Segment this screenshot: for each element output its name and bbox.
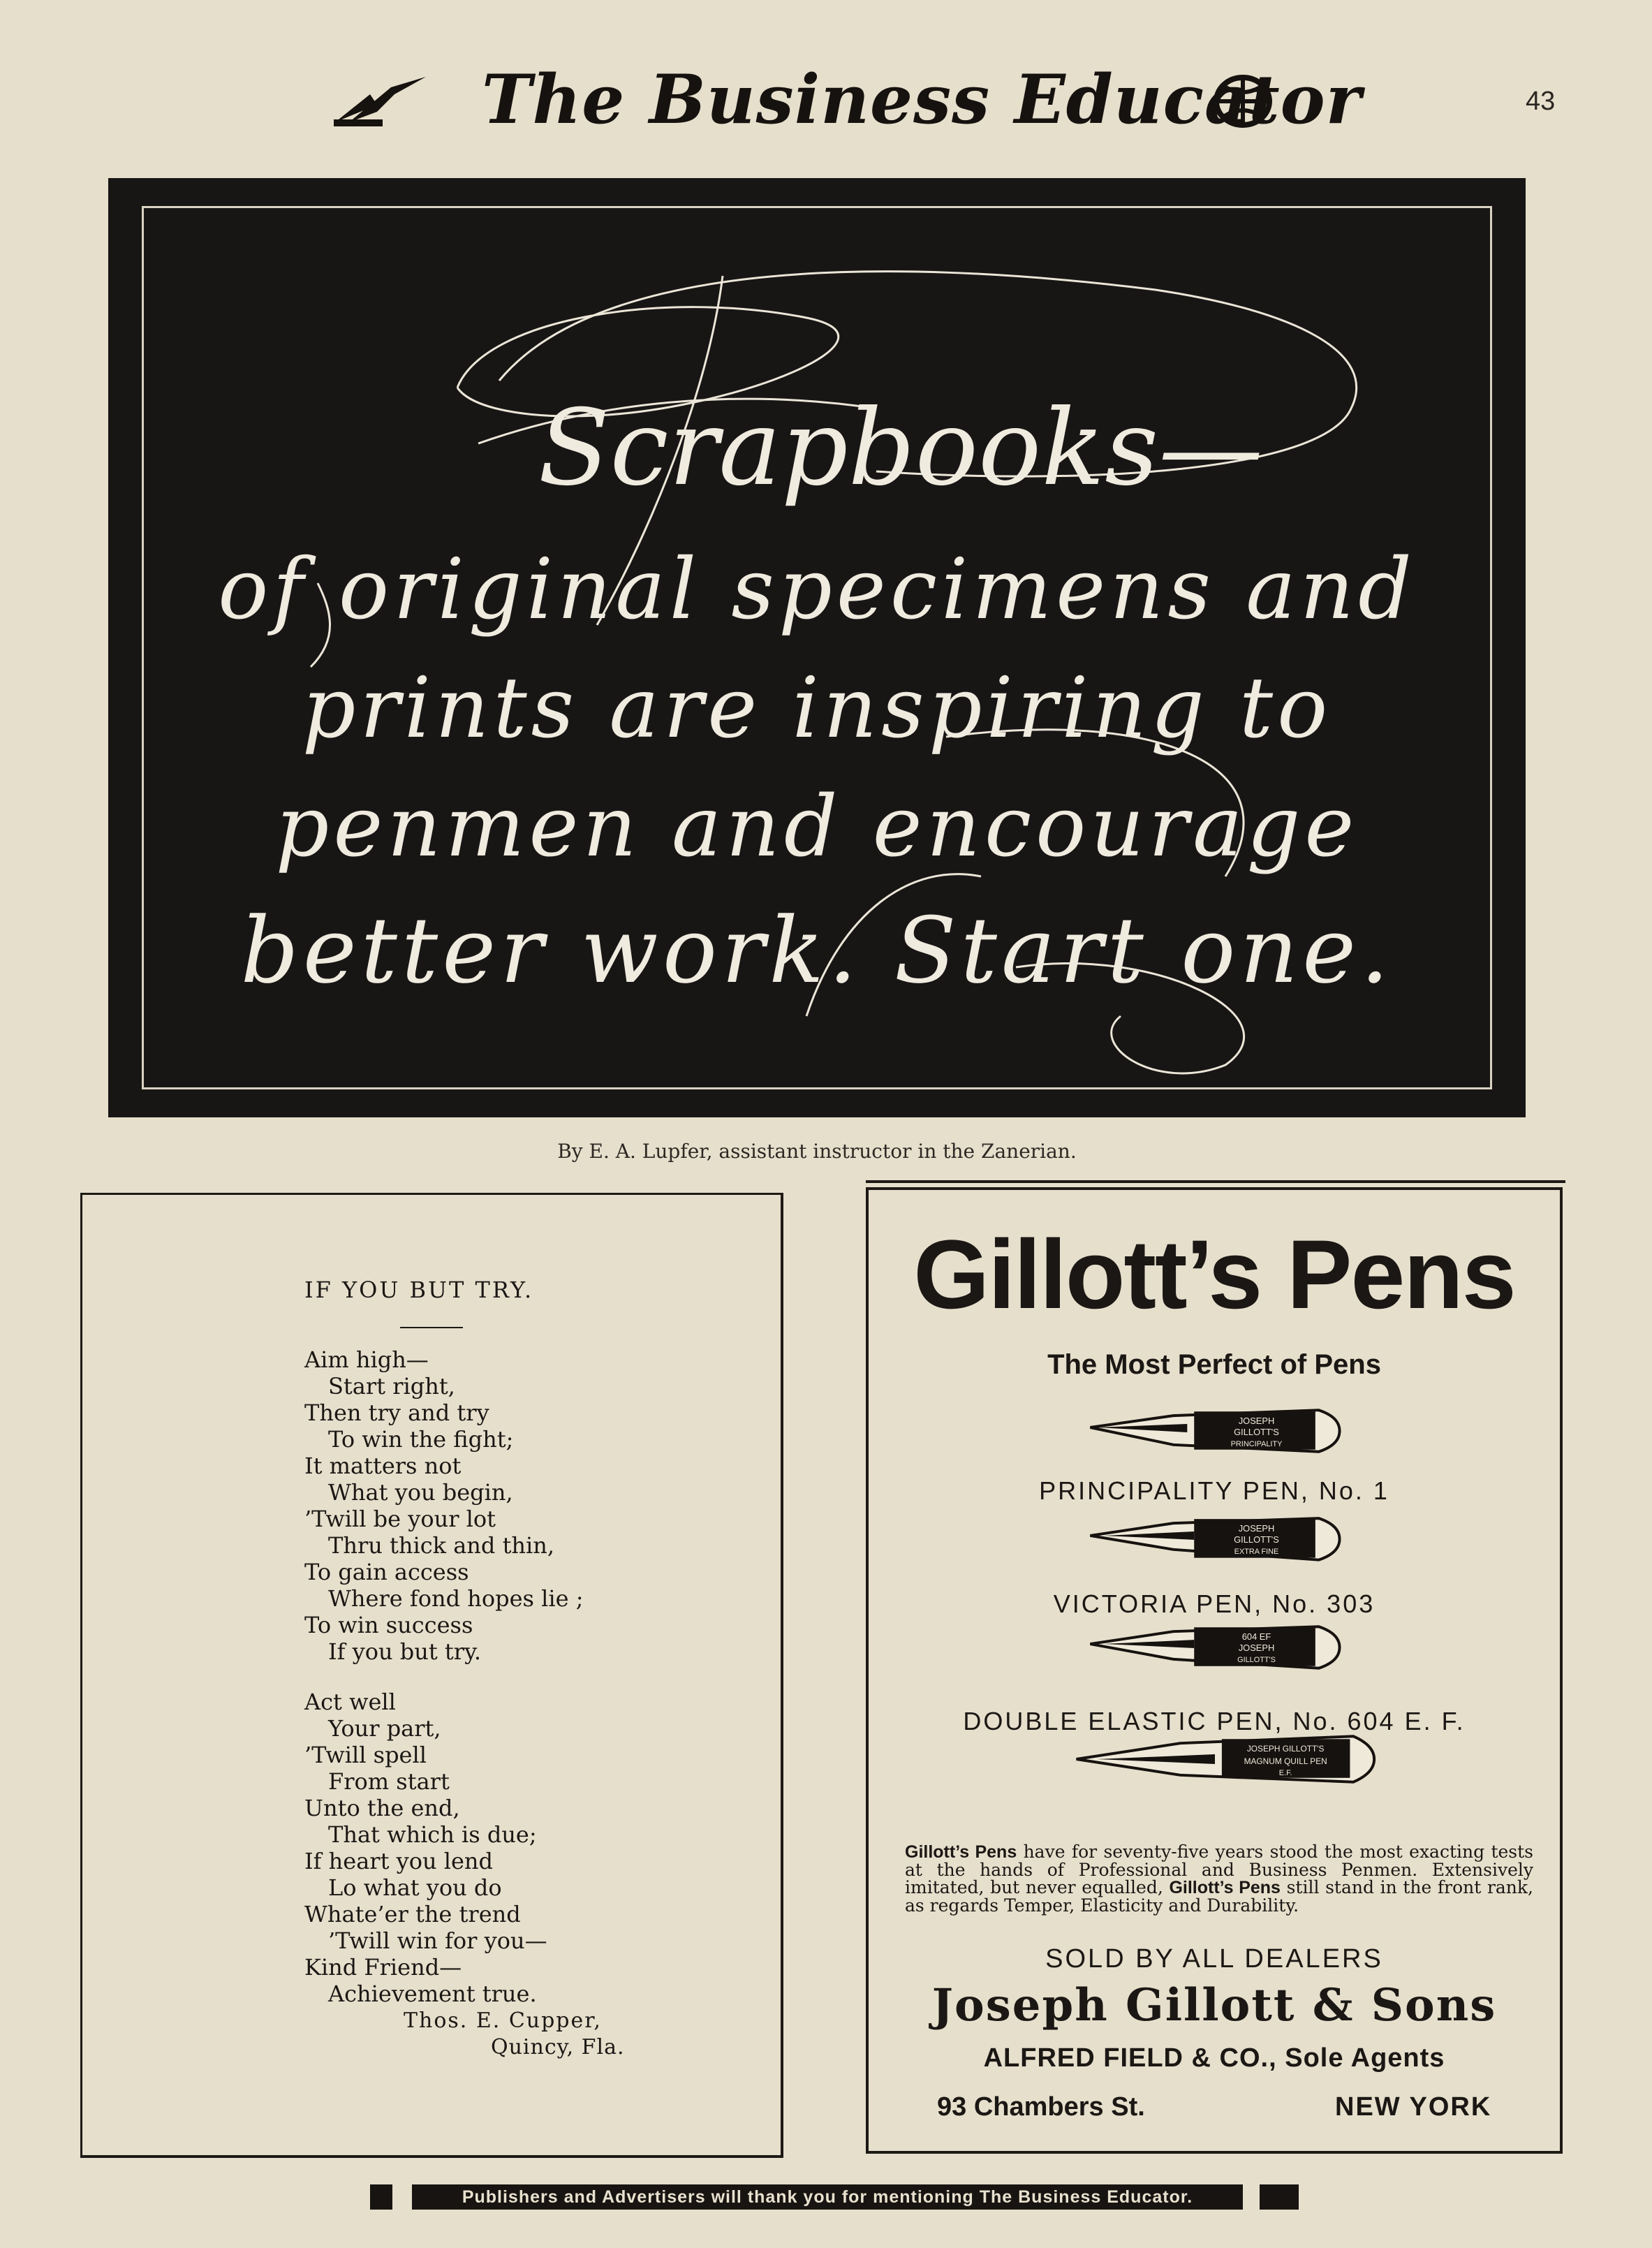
pen-label: VICTORIA PEN, No. 303 [1053,1589,1376,1618]
poem-line: Lo what you do [328,1874,502,1901]
pen-imprint: JOSEPH [1238,1416,1275,1427]
poem-line: Then try and try [304,1400,489,1426]
script-line: prints are inspiring to [302,660,1332,757]
poem-box [80,1193,783,2158]
poem-line: That which is due; [328,1821,537,1848]
victoria-pen-nib-icon [869,1494,1560,1571]
principality-pen-nib-icon [869,1389,1560,1466]
poem-line: What you begin, [328,1479,513,1506]
ad-title: Gillott’s Pens [913,1219,1515,1329]
gillott-pens-advertisement [866,1187,1563,2154]
scrapbook-engraving [108,178,1526,1117]
pen-imprint: JOSEPH [1238,1523,1275,1534]
poem-line: Your part, [328,1715,441,1742]
ad-body-lead: Gillott’s Pens [1169,1878,1281,1897]
footer-ornament [1260,2184,1299,2210]
poem-line: Thru thick and thin, [328,1532,555,1559]
pen-imprint: 604 EF [1241,1631,1271,1643]
ad-agents: ALFRED FIELD & CO., Sole Agents [983,2043,1445,2073]
ad-sold-by: SOLD BY ALL DEALERS [1045,1944,1383,1974]
pen-imprint: EXTRA FINE [1234,1547,1279,1556]
poem-place: Quincy, Fla. [491,2035,625,2059]
ad-company: Joseph Gillott & Sons [931,1979,1497,2032]
poem-line: Act well [304,1689,396,1715]
poem-line: Unto the end, [304,1795,460,1821]
pen-imprint: JOSEPH [1238,1642,1275,1653]
pen-imprint: MAGNUM QUILL PEN [1244,1756,1327,1766]
script-line: penmen and encourage [275,779,1359,876]
poem-line: To win success [304,1612,473,1638]
divider [82,1193,781,1195]
poem-line: Achievement true. [328,1981,537,2007]
poem-line: From start [328,1768,450,1795]
ad-city: NEW YORK [1335,2092,1492,2122]
magnum-quill-pen-nib-icon [869,1721,1560,1798]
globe-emblem-icon [1208,70,1278,133]
pen-label: PRINCIPALITY PEN, No. 1 [1039,1476,1389,1505]
pen-label: DOUBLE ELASTIC PEN, No. 604 E. F. [963,1707,1466,1735]
poem-line: ’Twill win for you— [328,1927,547,1954]
footer-notice: Publishers and Advertisers will thank you for mentioning The Business Educator. [412,2184,1243,2210]
poem-line: It matters not [304,1453,462,1479]
poem-line: To win the fight; [328,1426,514,1453]
pen-imprint: GILLOTT'S [1234,1534,1279,1545]
pen-imprint: GILLOTT'S [1237,1655,1276,1664]
engraving-credit: By E. A. Lupfer, assistant instructor in the Zanerian. [557,1140,1077,1163]
pen-imprint: GILLOTT'S [1234,1426,1279,1437]
ad-body-lead: Gillott’s Pens [905,1842,1017,1862]
ad-body-part: still stand in the front rank, as regards Temper, Elasticity and Durability. [905,1877,1533,1916]
quill-hand-logo-icon [328,73,433,129]
masthead-title: The Business Educator [482,60,1362,139]
pen-imprint: E.F. [1278,1768,1292,1777]
double-elastic-pen-nib-icon [869,1609,1560,1686]
poem-line: Start right, [328,1373,455,1400]
pen-imprint: PRINCIPALITY [1230,1439,1283,1448]
footer-ornament [370,2184,392,2210]
poem-line: Kind Friend— [304,1954,462,1981]
divider [866,1180,1565,1183]
page-number: 43 [1526,87,1556,116]
poem-body [304,1346,758,2007]
ad-body-part: have for seventy-five years stood the most exacting tests at the hands of Professional and Business Penmen. Extensively imitated, but never equalled, [905,1842,1534,1897]
poem-author: Thos. E. Cupper, [404,2008,602,2033]
poem-line: If you but try. [328,1638,482,1665]
poem-line: Aim high— [304,1346,429,1373]
script-line: Scrapbooks— [538,388,1264,509]
divider [400,1327,463,1328]
ad-tagline: The Most Perfect of Pens [1047,1349,1381,1380]
poem-line: Where fond hopes lie ; [328,1585,584,1612]
pen-imprint: JOSEPH GILLOTT'S [1246,1744,1325,1754]
poem-line: If heart you lend [304,1848,493,1874]
poem-line: ’Twill spell [304,1742,427,1768]
ad-address: 93 Chambers St. [937,2092,1145,2122]
script-line: better work. Start one. [240,897,1394,1004]
poem-title: IF YOU BUT TRY. [304,1277,534,1303]
poem-line: Whate’er the trend [304,1901,521,1927]
script-line: of original specimens and [218,541,1416,638]
poem-line: To gain access [304,1559,469,1585]
poem-line: ’Twill be your lot [304,1506,496,1532]
ad-body-text [905,1843,1533,1914]
